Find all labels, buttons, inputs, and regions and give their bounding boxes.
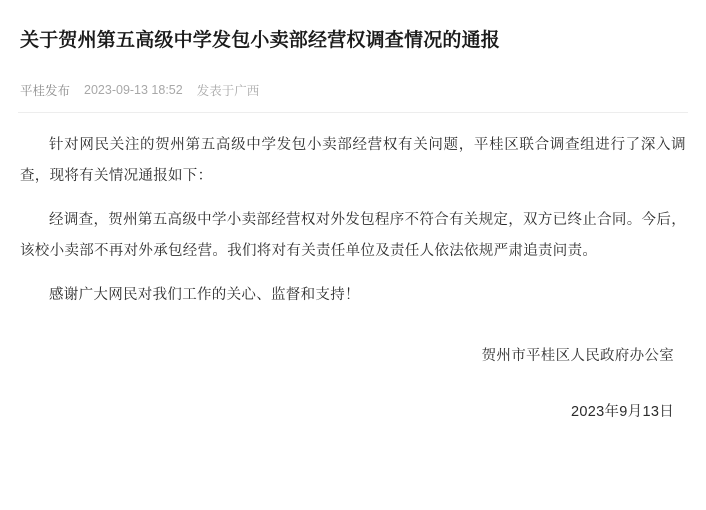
meta-source[interactable]: 平桂发布	[20, 84, 71, 99]
article-meta	[18, 67, 688, 99]
article-body	[18, 113, 688, 311]
meta-location: 发表于广西	[196, 84, 260, 99]
page-title: 关于贺州第五高级中学发包小卖部经营权调查情况的通报	[20, 29, 501, 51]
meta-timestamp: 2023-09-13 18:52	[84, 83, 183, 98]
body-paragraph: 感谢广大网民对我们工作的关心、监督和支持！	[49, 287, 360, 304]
body-paragraph: 经调查，贺州第五高级中学小卖部经营权对外发包程序不符合有关规定，双方已终止合同。今后，该校小卖部不再对外承包经营。我们将对有关责任单位及责任人依法依规严肃追责问责。	[20, 212, 686, 260]
body-paragraph: 针对网民关注的贺州第五高级中学发包小卖部经营权有关问题，平桂区联合调查组进行了深入调查，现将有关情况通报如下：	[20, 137, 686, 185]
article-page	[0, 13, 706, 510]
signature-date: 2023年9月13日	[571, 404, 674, 421]
signature-organization: 贺州市平桂区人民政府办公室	[481, 348, 674, 365]
